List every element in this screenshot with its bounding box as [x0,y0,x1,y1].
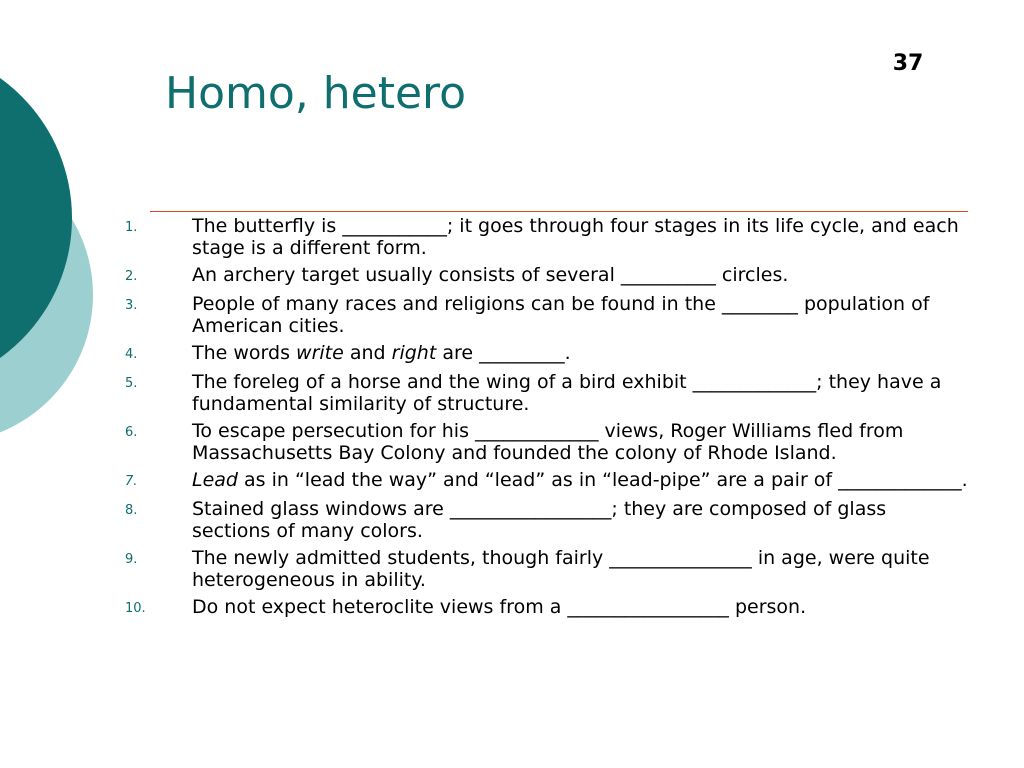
slide-number: 37 [892,51,924,76]
question-number: 6. [125,425,138,440]
question-number: 4. [125,347,138,362]
question-text-italic: Lead [192,469,238,491]
question-text-segment: To escape persecution for his _____________ views, Roger Williams fled from Massachusetts Bay Colony and founded the colony of Rhode Island. [192,420,904,464]
question-item [125,547,970,591]
question-number: 8. [125,503,138,518]
question-item [125,469,970,493]
question-number: 5. [125,376,138,391]
question-number: 2. [125,269,138,284]
question-text-segment: The words [192,342,297,364]
question-item [125,596,970,620]
question-text-segment: are _________. [436,342,571,364]
question-text [192,264,970,286]
question-number: 10. [125,601,146,616]
question-text-segment: and [343,342,392,364]
question-text [192,547,970,591]
question-number: 3. [125,298,138,313]
question-number: 9. [125,552,138,567]
question-text-italic: write [296,342,344,364]
question-item [125,264,970,288]
question-text-segment: as in “lead the way” and “lead” as in “lead-pipe” are a pair of _____________. [237,469,968,491]
question-text [192,596,970,618]
question-text-segment: The butterfly is ___________; it goes through four stages in its life cycle, and each stage is a different form. [192,215,959,259]
question-item [125,342,970,366]
question-text-segment: People of many races and religions can be found in the ________ population of American cities. [192,293,930,337]
question-text [192,498,970,542]
question-item [125,371,970,415]
question-text-segment: The newly admitted students, though fairly _______________ in age, were quite heterogeneous in ability. [192,547,930,591]
question-text-segment: Stained glass windows are _________________; they are composed of glass sections of many colors. [192,498,887,542]
question-item [125,420,970,464]
question-text [192,342,970,364]
question-list [125,215,970,625]
question-item [125,498,970,542]
question-text [192,371,970,415]
question-number: 1. [125,220,138,235]
question-text-italic: right [391,342,437,364]
decorative-circles [0,0,120,460]
title-divider [150,211,968,212]
question-text-segment: The foreleg of a horse and the wing of a bird exhibit _____________; they have a fundamental similarity of structure. [192,371,942,415]
question-text [192,469,970,491]
question-item [125,293,970,337]
question-number: 7. [125,474,138,489]
question-text-segment: Do not expect heteroclite views from a _________________ person. [192,596,807,618]
question-text [192,420,970,464]
question-text [192,215,970,259]
question-text-segment: An archery target usually consists of several __________ circles. [192,264,789,286]
question-item [125,215,970,259]
slide-title: Homo, hetero [165,68,467,119]
question-text [192,293,970,337]
